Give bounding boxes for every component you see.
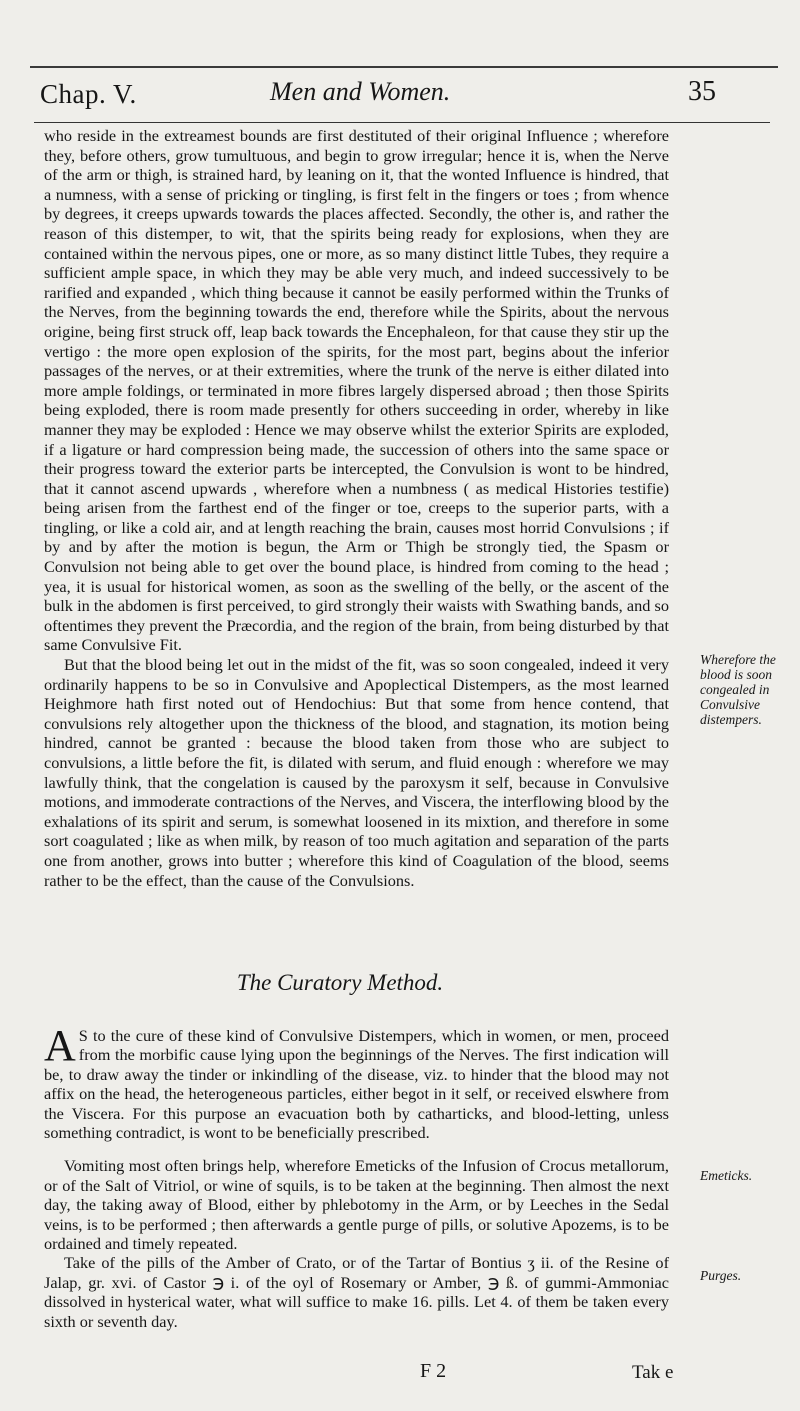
catchword: Tak e: [632, 1362, 674, 1383]
paragraph-2: But that the blood being let out in the midst of the fit, was so soon congealed, indeed it very ordinarily happens to be so in Convulsive and Apoplectical Distempers, as the most learned Heighmore hath first noted out of Hendochius: But that some from hence contend, that convulsions rely altogether upon the thickness of the blood, and stagnation, its motion being hindred, cannot be granted : because the blood taken from those who are subject to convulsions, a little before the fit, is dilated with serum, and fluid enough : wherefore we may lawfully think, that the congelation is caused by the paroxysm it self, because in Convulsive motions, and immoderate contractions of the Nerves, and Viscera, the interflowing blood by the exhalations of its spirit and serum, is somewhat loosened in its mixtion, and therefore in some sort coagulated ; like as when milk, by reason of too much agitation and separation of the parts one from another, grows into butter ; wherefore this kind of Coagulation of the blood, seems rather to be the effect, than the cause of the Convulsions.: [44, 655, 669, 890]
top-rule: [30, 66, 778, 68]
page-number: 35: [688, 76, 716, 107]
running-title: Men and Women.: [270, 77, 451, 106]
paragraph-5: Take of the pills of the Amber of Crato, or of the Tartar of Bontius ʒ ii. of the Resine of Jalap, gr. xvi. of Castor ℈ i. of the oyl of Rosemary or Amber, ℈ ß. of gummi-Ammoniac dissolved in hysterical water, what will suffice to make 16. pills. Let 4. of them be taken every sixth or seventh day.: [44, 1253, 669, 1331]
chapter-label: Chap. V.: [40, 79, 137, 109]
section-heading: The Curatory Method.: [236, 970, 444, 995]
header-rule: [34, 122, 770, 123]
paragraph-3: [44, 1021, 669, 1143]
main-text-section-2: [44, 1021, 669, 1331]
margin-note-emeticks: Emeticks.: [700, 1168, 753, 1183]
paragraph-3-text: S to the cure of these kind of Convulsive Distempers, which in women, or men, proceed from the morbific cause lying upon the beginnings of the Nerves. The first indication will be, to draw away the tinder or inkindling of the disease, viz. to hinder that the blood may not affix on the head, the heterogeneous particles, either begot in it self, or received elswhere from the Viscera. For this purpose an evacuation both by catharticks, and blood-letting, unless something contradict, is wont to be beneficially prescribed.: [44, 1026, 669, 1143]
paragraph-4: Vomiting most often brings help, wherefore Emeticks of the Infusion of Crocus metallorum, or of the Salt of Vitriol, or wine of squils, is to be taken at the beginning. Then almost the next day, the taking away of Blood, either by phlebotomy in the Arm, or by Leeches in the Sedal veins, is to be performed ; then afterwards a gentle purge of pills, or solutive Apozems, is to be ordained and timely repeated.: [44, 1156, 669, 1254]
signature-mark: F 2: [420, 1360, 447, 1382]
drop-cap: A: [44, 1021, 76, 1070]
margin-note-purges: Purges.: [700, 1268, 742, 1283]
main-text-section-1: [44, 126, 669, 890]
paragraph-1: who reside in the extreamest bounds are first destituted of their original Influence ; wherefore they, before others, grow tumultuous, and begin to grow irregular; hence it is, when the Nerve of the arm or thigh, is strained hard, by leaning on it, that the wonted Influence is hindred, that a numness, with a sense of pricking or tingling, is first felt in the fingers or toes ; from whence by degrees, it creeps upwards towards the places affected. Secondly, the other is, and rather the reason of this distemper, to wit, that the spirits being ready for explosions, when they are contained within the nervous pipes, one or more, as so many distinct little Tubes, they require a sufficient ample space, in which they may be able very much, and indeed successively to be rarified and expanded , which thing because it cannot be easily performed within the Trunks of the Nerves, from the beginning towards the end, therefore while the Spirits, about the nervous origine, being first struck off, leap back towards the Encephaleon, for that cause they stir up the vertigo : the more open explosion of the spirits, for the most part, begins about the inferior passages of the nerves, or at their extremities, where the trunk of the nerve is either dilated into more ample foldings, or terminated in more fibres largely dispersed abroad ; then those Spirits being exploded, there is room made presently for others succeeding in order, whereby in like manner they may be exploded : Hence we may observe whilst the exterior Spirits are exploded, if a ligature or hard compression being made, the succession of others into the same space or their progress toward the exterior parts be intercepted, the Convulsion is wont to be hindred, that it cannot ascend upwards , wherefore when a numbness ( as medical Histories testifie) being arisen from the farthest end of the finger or toe, creeps to the superior parts, with a tingling, or like a cold air, and at length reaching the brain, causes most horrid Convulsions ; if by and by after the motion is begun, the Arm or Thigh be strongly tied, the Spasm or Convulsion not being able to get over the bound place, is hindred from coming to the head ; yea, it is usual for historical women, as soon as the swelling of the belly, or the ascent of the bulk in the abdomen is first perceived, to gird strongly their waists with Swathing bands, and so oftentimes they prevent the Præcordia, and the region of the brain, from being disturbed by that same Convulsive Fit.: [44, 126, 669, 655]
margin-note-blood: Wherefore the blood is soon congealed in Convulsive distempers.: [700, 652, 776, 727]
